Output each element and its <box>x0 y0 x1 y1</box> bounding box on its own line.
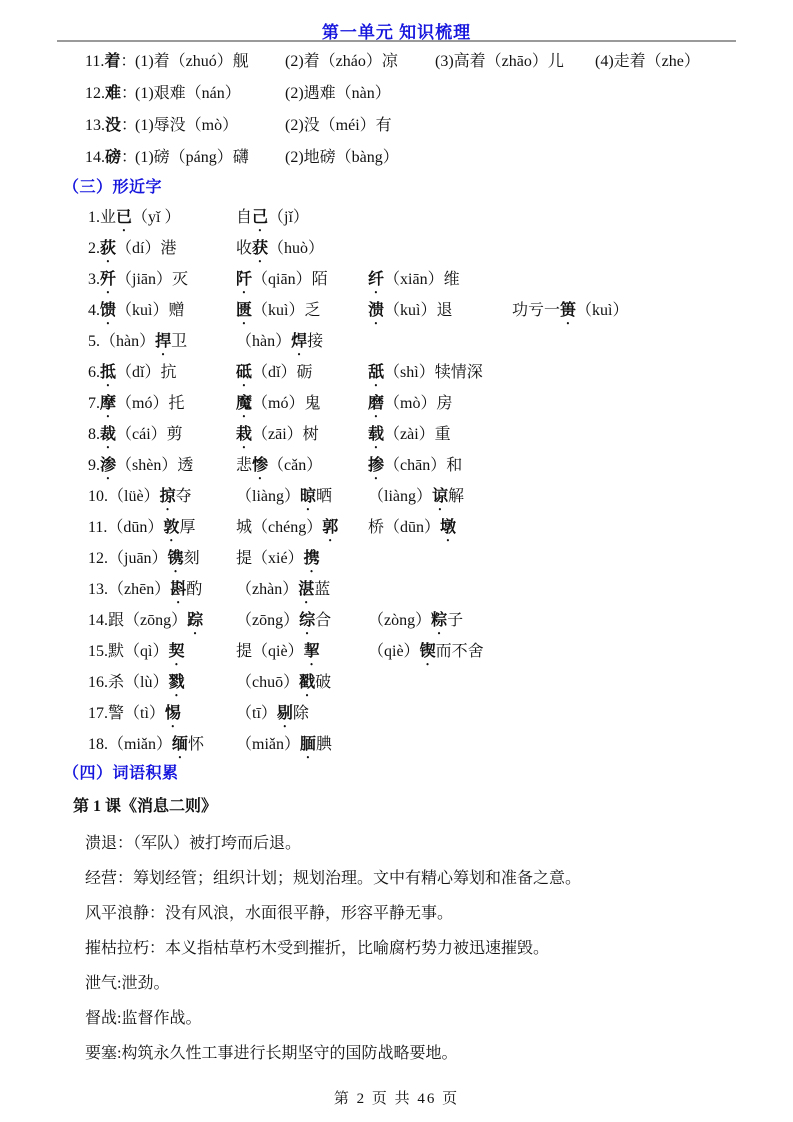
key-char: 己 <box>252 209 269 226</box>
similar-cell <box>88 667 184 700</box>
text-run: （miǎn） <box>236 736 300 753</box>
item-number: 3. <box>88 271 100 288</box>
text-run: （mò）房 <box>384 395 453 412</box>
text-run: （shèn）透 <box>116 457 194 474</box>
key-char: 磅 <box>105 149 122 166</box>
item-number: 11. <box>88 519 108 536</box>
text-run: 合 <box>315 612 332 629</box>
text-run: （cǎn） <box>268 457 323 474</box>
key-char: 锲 <box>419 643 436 660</box>
item-number: 13. <box>85 117 105 134</box>
text-run: 而不舍 <box>435 643 484 660</box>
similar-cell <box>236 233 324 266</box>
key-char: 捍 <box>155 333 172 350</box>
text-run: （zāi）树 <box>252 426 319 443</box>
key-char: 缅 <box>172 736 189 753</box>
similar-cell <box>368 450 462 483</box>
text-run: （tī） <box>236 705 277 722</box>
key-char: 摩 <box>100 395 117 412</box>
key-char: 舐 <box>368 364 385 381</box>
similar-cell <box>88 574 202 607</box>
key-char: 郭 <box>322 519 339 536</box>
similar-cell <box>236 543 320 576</box>
definition-item: 摧枯拉朽：本义指枯草朽木受到摧折，比喻腐朽势力被迅速摧毁。 <box>85 940 550 957</box>
similar-row <box>88 357 793 388</box>
pronunciation-entry: (2)没（méi）有 <box>285 117 392 134</box>
text-run: （dí）港 <box>116 240 177 257</box>
text-run: （dūn） <box>107 519 164 536</box>
key-char: 已 <box>116 209 133 226</box>
key-char: 契 <box>168 643 185 660</box>
key-char: 墩 <box>440 519 457 536</box>
similar-row <box>88 481 793 512</box>
similar-cell <box>236 512 338 545</box>
item-number: 13. <box>88 581 108 598</box>
text-run: 厚 <box>179 519 196 536</box>
text-run: （kuì）乏 <box>252 302 321 319</box>
text-run: （chān）和 <box>384 457 463 474</box>
similar-row <box>88 698 793 729</box>
key-char: 没 <box>105 117 122 134</box>
polyphone-row <box>85 110 793 142</box>
text-run: （miǎn） <box>108 736 172 753</box>
item-number: 11. <box>85 53 105 70</box>
text-run: （zhàn） <box>236 581 299 598</box>
text-run: 悲 <box>236 457 253 474</box>
polyphone-label <box>85 142 137 174</box>
similar-char-list <box>0 202 793 760</box>
text-run: （kuì） <box>576 302 629 319</box>
similar-row <box>88 543 793 574</box>
similar-cell <box>236 636 320 669</box>
text-run: （qiān）陌 <box>252 271 328 288</box>
pronunciation-entry: (2)着（zháo）凉 <box>285 53 398 70</box>
similar-row <box>88 233 793 264</box>
section-heading-similar-chars: （三）形近字 <box>63 179 163 196</box>
similar-row <box>88 295 793 326</box>
similar-cell <box>236 450 322 483</box>
pronunciation-entry: (2)遇难（nàn） <box>285 85 391 102</box>
key-char: 栽 <box>236 426 253 443</box>
colon: ： <box>121 85 138 102</box>
similar-cell <box>236 605 331 638</box>
key-char: 纤 <box>368 271 385 288</box>
similar-cell <box>236 388 320 421</box>
key-char: 载 <box>368 426 385 443</box>
key-char: 难 <box>105 85 122 102</box>
key-char: 掠 <box>159 488 176 505</box>
item-number: 17. <box>88 705 108 722</box>
key-char: 戮 <box>168 674 185 691</box>
text-run: （jiān）灭 <box>116 271 189 288</box>
text-run: 默（qì） <box>108 643 169 660</box>
key-char: 掺 <box>368 457 385 474</box>
similar-cell <box>368 481 464 514</box>
item-number: 1. <box>88 209 100 226</box>
similar-row <box>88 388 793 419</box>
similar-row <box>88 202 793 233</box>
text-run: 子 <box>447 612 464 629</box>
key-char: 携 <box>303 550 320 567</box>
text-run: （qiè） <box>368 643 420 660</box>
lesson-title: 第 1 课《消息二则》 <box>73 798 218 815</box>
item-number: 12. <box>85 85 105 102</box>
text-run: 夺 <box>175 488 192 505</box>
definition-item: 泄气:泄劲。 <box>85 975 170 992</box>
polyphone-row <box>85 78 793 110</box>
similar-cell <box>236 667 331 700</box>
text-run: （kuì）退 <box>384 302 453 319</box>
key-char: 砥 <box>236 364 253 381</box>
key-char: 匮 <box>236 302 253 319</box>
text-run: 自 <box>236 209 253 226</box>
text-run: 业 <box>100 209 117 226</box>
key-char: 溃 <box>368 302 385 319</box>
key-char: 阡 <box>236 271 253 288</box>
similar-cell <box>236 264 328 297</box>
text-run: （chuō） <box>236 674 300 691</box>
text-run: （hàn） <box>236 333 292 350</box>
key-char: 湛 <box>298 581 315 598</box>
text-run: 蓝 <box>314 581 331 598</box>
polyphone-label <box>85 78 137 110</box>
text-run: 杀（lù） <box>108 674 169 691</box>
similar-cell <box>236 326 323 359</box>
item-number: 10. <box>88 488 108 505</box>
item-number: 15. <box>88 643 108 660</box>
text-run: （shì）犊情深 <box>384 364 483 381</box>
similar-cell <box>236 574 330 607</box>
similar-cell <box>236 698 309 731</box>
similar-cell <box>368 512 456 545</box>
text-run: （mó）托 <box>116 395 185 412</box>
similar-row <box>88 450 793 481</box>
pronunciation-entry: (3)高着（zhāo）儿 <box>435 53 564 70</box>
similar-cell <box>236 202 309 235</box>
text-run: （liàng） <box>368 488 432 505</box>
polyphone-row <box>85 46 793 78</box>
text-run: （huò） <box>268 240 325 257</box>
key-char: 馈 <box>100 302 117 319</box>
text-run: （lüè） <box>108 488 160 505</box>
key-char: 惕 <box>164 705 181 722</box>
colon: ： <box>121 117 138 134</box>
key-char: 魔 <box>236 395 253 412</box>
key-char: 荻 <box>100 240 117 257</box>
item-number: 14. <box>85 149 105 166</box>
similar-row <box>88 605 793 636</box>
definition-item: 要塞:构筑永久性工事进行长期坚守的国防战略要地。 <box>85 1045 458 1062</box>
similar-row <box>88 419 793 450</box>
text-run: 功亏一 <box>512 302 561 319</box>
key-char: 戳 <box>299 674 316 691</box>
definition-list <box>0 826 793 1071</box>
similar-cell <box>236 357 312 390</box>
text-run: 桥（dūn） <box>368 519 441 536</box>
text-run: （xiān）维 <box>384 271 460 288</box>
item-number: 18. <box>88 736 108 753</box>
similar-cell <box>512 295 628 328</box>
pronunciation-entry: (2)地磅（bàng） <box>285 149 399 166</box>
text-run: （zōng） <box>236 612 300 629</box>
key-char: 歼 <box>100 271 117 288</box>
definition-item: 督战:监督作战。 <box>85 1010 202 1027</box>
text-run: （hàn） <box>100 333 156 350</box>
key-char: 镌 <box>167 550 184 567</box>
text-run: 跟（zōng） <box>108 612 188 629</box>
pronunciation-entry: (1)辱没（mò） <box>135 117 239 134</box>
text-run: 提（xié） <box>236 550 304 567</box>
item-number: 14. <box>88 612 108 629</box>
key-char: 踪 <box>187 612 204 629</box>
similar-cell <box>88 512 195 545</box>
text-run: 酌 <box>186 581 203 598</box>
similar-row <box>88 574 793 605</box>
text-run: 警（tì） <box>108 705 165 722</box>
similar-cell <box>88 698 181 731</box>
page-title: 第一单元 知识梳理 <box>321 23 472 42</box>
key-char: 粽 <box>431 612 448 629</box>
key-char: 抵 <box>100 364 117 381</box>
key-char: 斟 <box>170 581 187 598</box>
similar-row <box>88 636 793 667</box>
similar-cell <box>88 357 176 390</box>
item-number: 5. <box>88 333 100 350</box>
similar-cell <box>88 388 184 421</box>
text-run: 破 <box>315 674 332 691</box>
key-char: 剔 <box>276 705 293 722</box>
item-number: 6. <box>88 364 100 381</box>
text-run: 解 <box>448 488 465 505</box>
text-run: （dǐ）抗 <box>116 364 177 381</box>
similar-cell <box>368 636 484 669</box>
item-number: 7. <box>88 395 100 412</box>
similar-cell <box>368 605 463 638</box>
similar-cell <box>88 450 193 483</box>
similar-row <box>88 667 793 698</box>
text-run: （juān） <box>108 550 168 567</box>
text-run: （liàng） <box>236 488 300 505</box>
key-char: 晾 <box>300 488 317 505</box>
text-run: （jǐ） <box>268 209 309 226</box>
text-run: 提（qiè） <box>236 643 304 660</box>
text-run: 刻 <box>183 550 200 567</box>
similar-cell <box>368 388 452 421</box>
similar-cell <box>88 543 200 576</box>
key-char: 着 <box>104 53 121 70</box>
similar-cell <box>368 419 451 452</box>
similar-row <box>88 326 793 357</box>
pronunciation-entry: (1)磅（páng）礴 <box>135 149 249 166</box>
key-char: 综 <box>299 612 316 629</box>
similar-cell <box>236 295 320 328</box>
page-number: 第 2 页 共 46 页 <box>333 1091 460 1107</box>
similar-cell <box>88 481 192 514</box>
polyphone-list <box>0 46 793 174</box>
text-run: 收 <box>236 240 253 257</box>
similar-cell <box>88 729 204 762</box>
similar-cell <box>88 605 203 638</box>
key-char: 敦 <box>163 519 180 536</box>
key-char: 获 <box>252 240 269 257</box>
text-run: （yǐ ） <box>132 209 181 226</box>
item-number: 4. <box>88 302 100 319</box>
key-char: 惨 <box>252 457 269 474</box>
text-run: （cái）剪 <box>116 426 183 443</box>
text-run: 接 <box>307 333 324 350</box>
text-run: （mó）鬼 <box>252 395 321 412</box>
text-run: （dǐ）砺 <box>252 364 313 381</box>
text-run: 城（chéng） <box>236 519 323 536</box>
similar-row <box>88 512 793 543</box>
similar-cell <box>88 264 188 297</box>
item-number: 16. <box>88 674 108 691</box>
text-run: （kuì）赠 <box>116 302 185 319</box>
text-run: （zhēn） <box>108 581 171 598</box>
text-run: 怀 <box>188 736 205 753</box>
key-char: 焊 <box>291 333 308 350</box>
pronunciation-entry: (4)走着（zhe） <box>595 53 700 70</box>
similar-cell <box>88 202 180 235</box>
polyphone-label <box>85 46 136 78</box>
key-char: 挈 <box>303 643 320 660</box>
key-char: 谅 <box>432 488 449 505</box>
similar-cell <box>368 264 460 297</box>
key-char: 裁 <box>100 426 117 443</box>
similar-cell <box>236 419 319 452</box>
polyphone-label <box>85 110 137 142</box>
section-heading-word-accumulation: （四）词语积累 <box>63 765 179 782</box>
text-run: 晒 <box>316 488 333 505</box>
colon: ： <box>121 149 138 166</box>
similar-cell <box>368 357 483 390</box>
similar-cell <box>88 295 184 328</box>
similar-cell <box>88 233 176 266</box>
similar-row <box>88 729 793 760</box>
text-run: 腆 <box>316 736 333 753</box>
similar-row <box>88 264 793 295</box>
polyphone-row <box>85 142 793 174</box>
pronunciation-entry: (1)着（zhuó）舰 <box>135 53 249 70</box>
key-char: 篑 <box>560 302 577 319</box>
similar-cell <box>88 419 183 452</box>
similar-cell <box>236 729 332 762</box>
definition-item: 风平浪静：没有风浪，水面很平静，形容平静无事。 <box>85 905 454 922</box>
text-run: 卫 <box>171 333 188 350</box>
key-char: 腼 <box>300 736 317 753</box>
definition-item: 溃退：（军队）被打垮而后退。 <box>85 835 302 852</box>
definition-item: 经营：筹划经管；组织计划；规划治理。文中有精心筹划和准备之意。 <box>85 870 582 887</box>
item-number: 9. <box>88 457 100 474</box>
text-run: （zài）重 <box>384 426 451 443</box>
key-char: 渗 <box>100 457 117 474</box>
colon: ： <box>120 53 137 70</box>
text-run: （zòng） <box>368 612 432 629</box>
text-run: 除 <box>292 705 309 722</box>
similar-cell <box>368 295 452 328</box>
pronunciation-entry: (1)艰难（nán） <box>135 85 241 102</box>
similar-cell <box>88 326 187 359</box>
similar-cell <box>236 481 332 514</box>
item-number: 12. <box>88 550 108 567</box>
item-number: 8. <box>88 426 100 443</box>
key-char: 磨 <box>368 395 385 412</box>
item-number: 2. <box>88 240 100 257</box>
similar-cell <box>88 636 184 669</box>
